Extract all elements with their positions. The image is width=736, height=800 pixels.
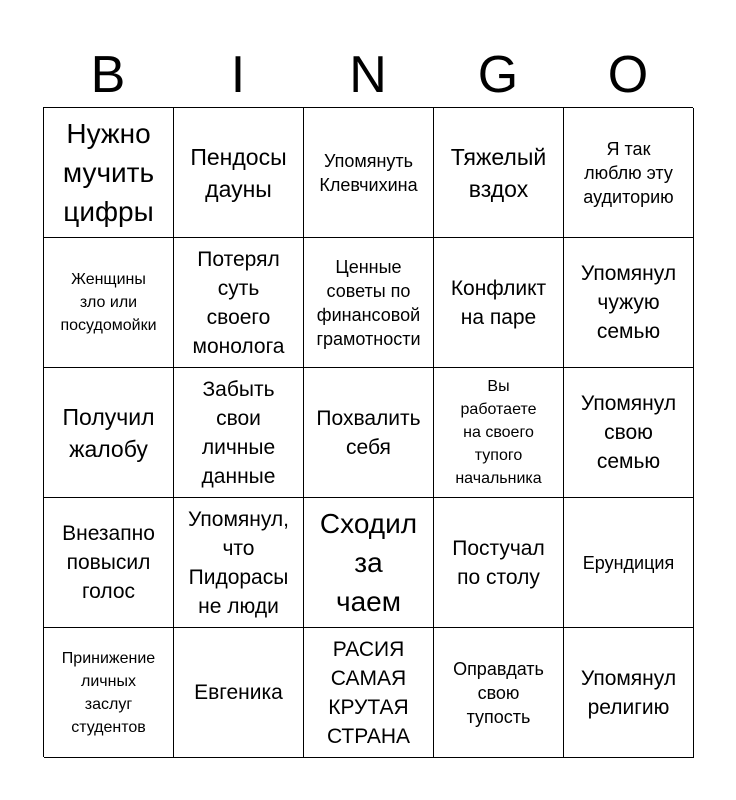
bingo-cell-1-5[interactable] bbox=[564, 108, 694, 238]
bingo-cell-label: Принижение личных заслуг студентов bbox=[61, 649, 156, 736]
bingo-cell-2-1[interactable] bbox=[44, 238, 174, 368]
bingo-cell-5-5[interactable] bbox=[564, 628, 694, 758]
bingo-cell-5-2[interactable] bbox=[174, 628, 304, 758]
bingo-cell-label: Ценные советы по финансовой грамотности bbox=[316, 256, 421, 349]
bingo-header bbox=[43, 45, 693, 105]
bingo-cell-4-4[interactable] bbox=[434, 498, 564, 628]
bingo-cell-4-1[interactable] bbox=[44, 498, 174, 628]
bingo-cell-label: Вы работаете на своего тупого начальника bbox=[455, 378, 542, 487]
bingo-cell-label: Ерундиция bbox=[582, 552, 675, 573]
bingo-cell-label: Упомянул свою семью bbox=[580, 392, 677, 473]
bingo-cell-1-2[interactable] bbox=[174, 108, 304, 238]
bingo-cell-2-2[interactable] bbox=[174, 238, 304, 368]
bingo-cell-1-1[interactable] bbox=[44, 108, 174, 238]
bingo-cell-label: Внезапно повысил голос bbox=[62, 522, 155, 603]
bingo-cell-label: Постучал по столу bbox=[452, 536, 545, 589]
bingo-cell-4-3[interactable] bbox=[304, 498, 434, 628]
bingo-cell-label: Оправдать свою тупость bbox=[453, 658, 544, 727]
header-letter-o: O bbox=[607, 46, 649, 104]
bingo-cell-3-1[interactable] bbox=[44, 368, 174, 498]
bingo-grid bbox=[43, 107, 693, 757]
bingo-cell-4-5[interactable] bbox=[564, 498, 694, 628]
bingo-cell-3-4[interactable] bbox=[434, 368, 564, 498]
bingo-cell-5-4[interactable] bbox=[434, 628, 564, 758]
bingo-cell-3-3[interactable] bbox=[304, 368, 434, 498]
bingo-cell-label: Я так люблю эту аудиторию bbox=[583, 138, 674, 207]
bingo-cell-label: РАСИЯ САМАЯ КРУТАЯ СТРАНА bbox=[326, 637, 411, 748]
bingo-cell-label: Сходил за чаем bbox=[319, 508, 418, 617]
bingo-cell-2-4[interactable] bbox=[434, 238, 564, 368]
bingo-cell-label: Пендосы дауны bbox=[190, 143, 287, 202]
bingo-cell-label: Упомянул религию bbox=[580, 666, 677, 719]
bingo-cell-label: Нужно мучить цифры bbox=[62, 118, 155, 227]
header-letter-g: G bbox=[477, 46, 519, 104]
bingo-cell-label: Женщины зло или посудомойки bbox=[60, 271, 157, 334]
bingo-cell-3-5[interactable] bbox=[564, 368, 694, 498]
bingo-cell-label: Получил жалобу bbox=[62, 403, 155, 462]
bingo-cell-label: Потерял суть своего монолога bbox=[192, 247, 285, 358]
header-letter-b: B bbox=[90, 46, 126, 104]
bingo-cell-4-2[interactable] bbox=[174, 498, 304, 628]
bingo-cell-label: Забыть свои личные данные bbox=[201, 377, 276, 488]
bingo-cell-label: Конфликт на паре bbox=[450, 276, 547, 329]
bingo-cell-label: Упомянул чужую семью bbox=[580, 262, 677, 343]
header-letter-n: N bbox=[349, 46, 387, 104]
bingo-cell-3-2[interactable] bbox=[174, 368, 304, 498]
header-letter-i: I bbox=[230, 46, 246, 104]
bingo-cell-label: Тяжелый вздох bbox=[450, 143, 547, 202]
bingo-cell-5-3[interactable] bbox=[304, 628, 434, 758]
bingo-cell-1-3[interactable] bbox=[304, 108, 434, 238]
bingo-cell-2-3[interactable] bbox=[304, 238, 434, 368]
bingo-cell-label: Похвалить себя bbox=[316, 406, 421, 459]
bingo-cell-label: Упомянуть Клевчихина bbox=[319, 150, 418, 195]
bingo-cell-5-1[interactable] bbox=[44, 628, 174, 758]
bingo-cell-2-5[interactable] bbox=[564, 238, 694, 368]
bingo-cell-label: Упомянул, что Пидорасы не люди bbox=[188, 507, 289, 618]
bingo-cell-label: Евгеника bbox=[194, 681, 283, 704]
bingo-cell-1-4[interactable] bbox=[434, 108, 564, 238]
